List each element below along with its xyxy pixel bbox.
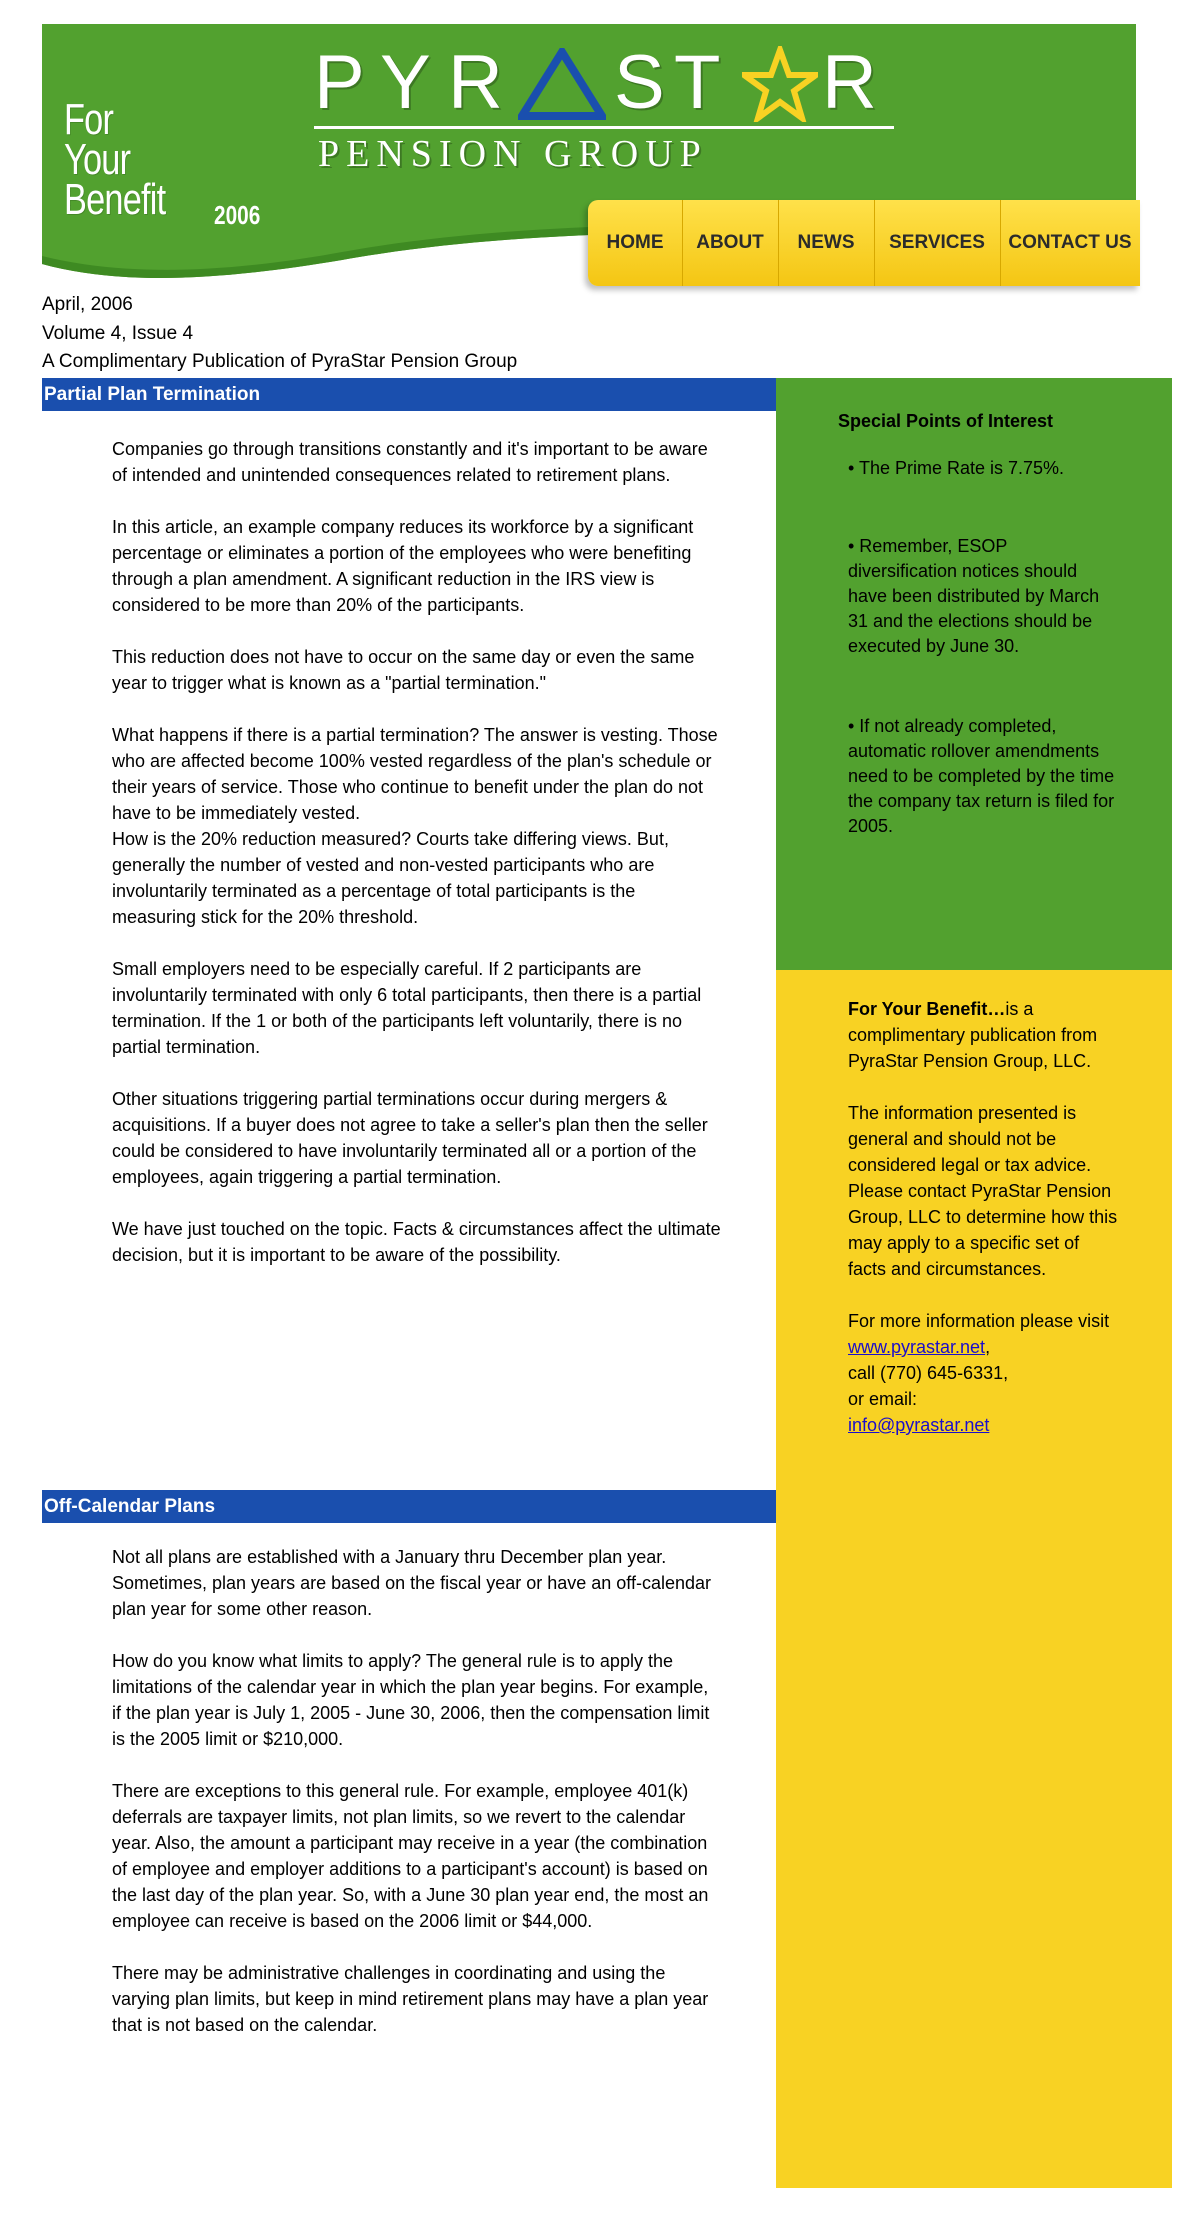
article-partial-plan-termination-body	[112, 436, 722, 1294]
article-off-calendar-plans-title: Off-Calendar Plans	[42, 1490, 776, 1523]
about-rest: is a complimentary publication from PyraStar Pension Group, LLC.	[848, 999, 1098, 1071]
nav-contact-us[interactable]: CONTACT US	[1008, 232, 1132, 253]
main-nav	[588, 200, 1140, 286]
issue-publication: A Complimentary Publication of PyraStar Pension Group	[42, 351, 518, 372]
tagline-benefit: Benefit	[64, 175, 166, 224]
sidebar-about-text	[848, 996, 1118, 1464]
nav-about[interactable]: ABOUT	[682, 200, 779, 286]
email-link[interactable]: info@pyrastar.net	[848, 1415, 990, 1435]
nav-home[interactable]: HOME	[588, 200, 683, 286]
logo-letter-s: S	[614, 40, 665, 125]
triangle-icon	[518, 48, 606, 120]
article1-paragraph: In this article, an example company reduces its workforce by a significant percentage or eliminates a portion of the employees who were benefiting through a plan amendment. A significant reduction in the IRS view is considered to be more than 20% of the participants.	[112, 517, 694, 615]
website-link[interactable]: www.pyrastar.net	[848, 1337, 986, 1357]
article1-paragraph: This reduction does not have to occur on the same day or even the same year to trigger what is known as a "partial termination."	[112, 647, 695, 693]
logo-letter-r: R	[448, 40, 503, 125]
logo-letter-t: T	[674, 40, 721, 125]
article2-paragraph: Not all plans are established with a January thru December plan year. Sometimes, plan years are based on the fiscal year or have an off-calendar plan year for some other reason.	[112, 1547, 712, 1619]
contact-intro: For more information please visit	[848, 1311, 1110, 1331]
disclaimer-paragraph: The information presented is general and should not be considered legal or tax advice. Please contact PyraStar Pension Group, LLC to determine how this may apply to a specific set of facts and circumstances.	[848, 1103, 1118, 1279]
special-point-item: • If not already completed, automatic rollover amendments need to be completed by the time the company tax return is filed for 2005.	[848, 716, 1115, 836]
tagline-year: 2006	[214, 200, 261, 230]
article2-paragraph: There may be administrative challenges in coordinating and using the varying plan limits, but keep in mind retirement plans may have a plan year that is not based on the calendar.	[112, 1963, 709, 2035]
special-points-title: Special Points of Interest	[838, 411, 1054, 431]
article-off-calendar-plans-body	[112, 1544, 722, 2064]
about-bold-title: For Your Benefit…	[848, 999, 1006, 1019]
article-partial-plan-termination-title: Partial Plan Termination	[42, 378, 776, 411]
logo-letter-y: Y	[380, 40, 431, 125]
nav-news[interactable]: NEWS	[778, 200, 875, 286]
email-intro: or email:	[848, 1389, 918, 1409]
issue-date: April, 2006	[42, 294, 133, 315]
logo-letter-r2: R	[822, 40, 877, 125]
article1-paragraph: We have just touched on the topic. Facts & circumstances affect the ultimate decision, but it is important to be aware of the possibility.	[112, 1219, 721, 1265]
issue-volume: Volume 4, Issue 4	[42, 323, 194, 344]
article2-paragraph: There are exceptions to this general rule. For example, employee 401(k) deferrals are taxpayer limits, not plan limits, so we revert to the calendar year. Also, the amount a participant may receive in a year (the combination of employee and employer additions to a participant's account) is based on the last day of the plan year. So, with a June 30 plan year end, the most an employee can receive is based on the 2006 limit or $44,000.	[112, 1781, 709, 1931]
article1-paragraph: Small employers need to be especially careful. If 2 participants are involuntarily terminated with only 6 total participants, then there is a partial termination. If the 1 or both of the participants left voluntarily, there is no partial termination.	[112, 959, 702, 1057]
article1-paragraph: Other situations triggering partial terminations occur during mergers & acquisitions. If a buyer does not agree to take a seller's plan then the seller could be considered to have involuntarily terminated all or a portion of the employees, again triggering a partial termination.	[112, 1089, 708, 1187]
phone-line: call (770) 645-6331,	[848, 1363, 1009, 1383]
pyrastar-logo[interactable]	[314, 42, 944, 182]
comma: ,	[985, 1337, 991, 1357]
special-point-item: • The Prime Rate is 7.75%.	[848, 458, 1065, 478]
article1-paragraph: How is the 20% reduction measured? Courts take differing views. But, generally the number of vested and non-vested participants who are involuntarily terminated as a percentage of total participants is the measuring stick for the 20% threshold.	[112, 829, 669, 927]
logo-subtitle: PENSION GROUP	[318, 133, 708, 175]
logo-divider	[314, 126, 894, 129]
tagline-your: Your	[64, 135, 131, 184]
article1-paragraph: What happens if there is a partial termination? The answer is vesting. Those who are affected become 100% vested regardless of the plan's schedule or their years of service. Those who continue to benefit under the plan do not have to be immediately vested.	[112, 725, 718, 823]
about-paragraph	[848, 996, 1118, 1074]
tagline-for: For	[64, 95, 114, 144]
special-point-item: • Remember, ESOP diversification notices should have been distributed by March 31 and the elections should be executed by June 30.	[848, 536, 1100, 656]
nav-services[interactable]: SERVICES	[874, 200, 1001, 286]
logo-letter-p: P	[314, 40, 365, 125]
star-icon	[742, 46, 818, 122]
article2-paragraph: How do you know what limits to apply? The general rule is to apply the limitations of the calendar year in which the plan year begins. For example, if the plan year is July 1, 2005 - June 30, 2006, then the compensation limit is the 2005 limit or $210,000.	[112, 1651, 710, 1749]
header-banner	[42, 24, 1136, 286]
contact-paragraph	[848, 1308, 1118, 1438]
article1-paragraph: Companies go through transitions constantly and it's important to be aware of intended and unintended consequences related to retirement plans.	[112, 439, 708, 485]
